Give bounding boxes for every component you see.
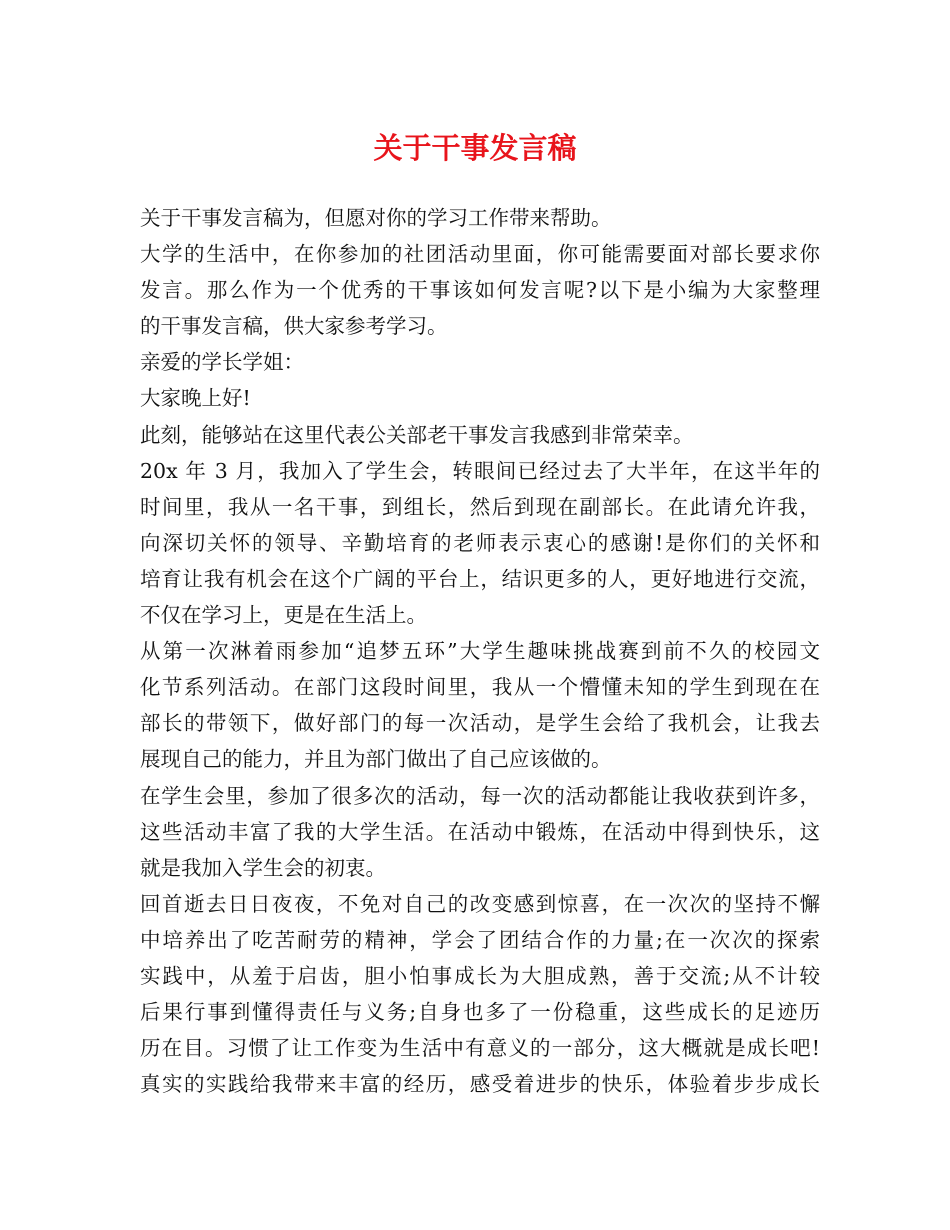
text-line: 后果行事到懂得责任与义务;自身也多了一份稳重，这些成长的足迹历 [140,1000,820,1025]
text-line: 回首逝去日日夜夜，不免对自己的改变感到惊喜，在一次次的坚持不懈 [140,891,820,916]
text-line: 20x 年 3 月，我加入了学生会，转眼间已经过去了大半年，在这半年的 [140,458,820,483]
text-line: 展现自己的能力，并且为部门做出了自己应该做的。 [140,747,612,772]
text-line: 关于干事发言稿为，但愿对你的学习工作带来帮助。 [140,206,612,230]
text-line: 化节系列活动。在部门这段时间里，我从一个懵懂未知的学生到现在在 [140,675,820,700]
text-line: 实践中，从羞于启齿，胆小怕事成长为大胆成熟，善于交流;从不计较 [140,963,820,988]
text-line: 这些活动丰富了我的大学生活。在活动中锻炼，在活动中得到快乐，这 [140,819,820,844]
text-line: 的干事发言稿，供大家参考学习。 [140,314,448,339]
text-line: 从第一次淋着雨参加“追梦五环”大学生趣味挑战赛到前不久的校园文 [140,639,820,664]
document-title: 关于干事发言稿 [373,131,577,165]
text-line: 培育让我有机会在这个广阔的平台上，结识更多的人，更好地进行交流， [140,566,820,591]
text-line: 此刻，能够站在这里代表公关部老干事发言我感到非常荣幸。 [140,422,694,447]
text-line: 大家晚上好! [140,386,251,411]
text-line: 时间里，我从一名干事，到组长，然后到现在副部长。在此请允许我， [140,494,820,519]
text-line: 在学生会里，参加了很多次的活动，每一次的活动都能让我收获到许多， [140,783,820,808]
text-line: 就是我加入学生会的初衷。 [140,855,386,880]
text-line: 历在目。习惯了让工作变为生活中有意义的一部分，这大概就是成长吧! [140,1036,820,1061]
text-line: 部长的带领下，做好部门的每一次活动，是学生会给了我机会，让我去 [140,711,820,736]
text-line: 真实的实践给我带来丰富的经历，感受着进步的快乐，体验着步步成长 [140,1072,820,1097]
text-line: 发言。那么作为一个优秀的干事该如何发言呢?以下是小编为大家整理 [140,278,820,303]
document-body [140,200,820,1102]
text-line: 向深切关怀的领导、辛勤培育的老师表示衷心的感谢!是你们的关怀和 [140,530,820,555]
text-line: 大学的生活中，在你参加的社团活动里面，你可能需要面对部长要求你 [140,242,820,267]
text-line: 不仅在学习上，更是在生活上。 [140,603,427,628]
text-line: 亲爱的学长学姐： [140,350,304,375]
text-line: 中培养出了吃苦耐劳的精神，学会了团结合作的力量;在一次次的探索 [140,927,820,952]
